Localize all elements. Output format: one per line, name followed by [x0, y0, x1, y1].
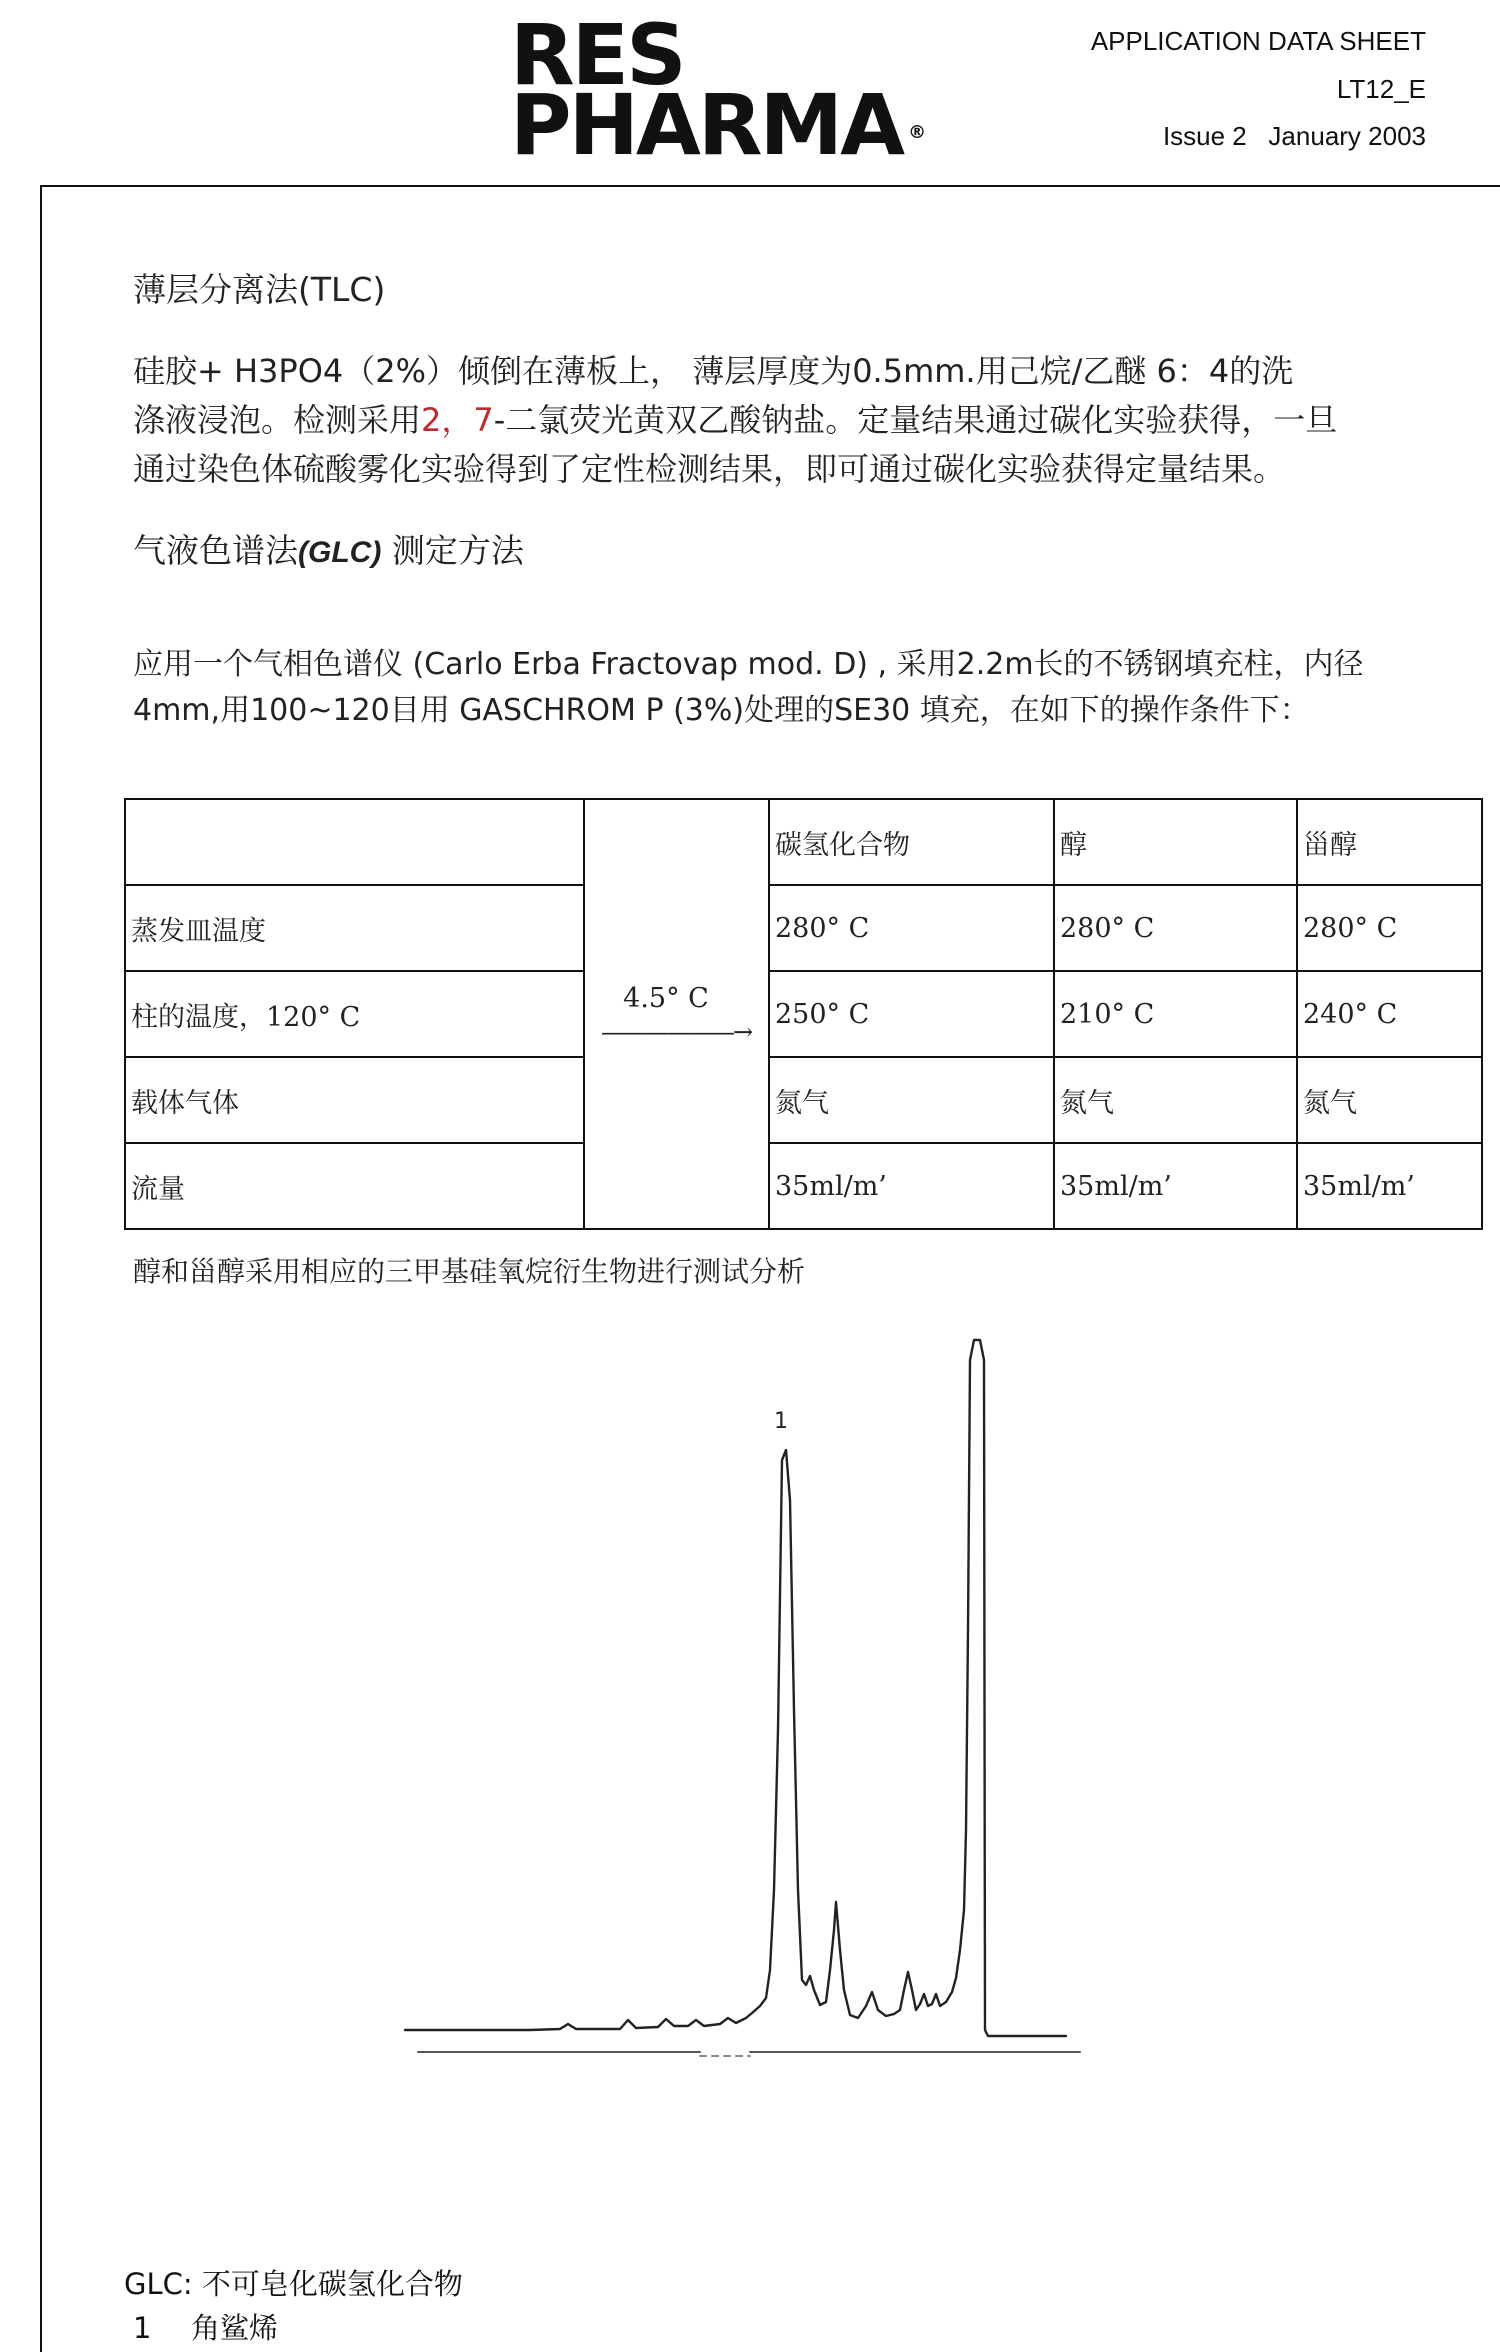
temperature-ramp-cell: [584, 799, 769, 1229]
logo-line-pharma: [510, 76, 927, 174]
col-header-hydrocarbons: 碳氢化合物: [769, 799, 1054, 885]
glc-line-2: 4mm,用100~120目用 GASCHROM P (3%)处理的SE30 填充，在如下的操作条件下：: [133, 693, 1310, 728]
table-cell: 280° C: [769, 885, 1054, 971]
row-label: 流量: [125, 1143, 584, 1229]
col-header-alcohols: 醇: [1054, 799, 1297, 885]
company-logo: [510, 6, 927, 174]
table-cell: 氮气: [769, 1057, 1054, 1143]
table-row: [125, 971, 1482, 1057]
issue-date: Issue 2 January 2003: [1162, 121, 1426, 151]
row-label: 载体气体: [125, 1057, 584, 1143]
table-cell: 280° C: [1054, 885, 1297, 971]
ramp-rate: 4.5° C: [623, 982, 709, 1014]
logo-line-res: RES: [510, 6, 684, 104]
row-label: 蒸发皿温度: [125, 885, 584, 971]
glc-line-1: 应用一个气相色谱仪 (Carlo Erba Fractovap mod. D) , 采用2.2m长的不锈钢填充柱，内径: [133, 647, 1364, 682]
legend-item: [133, 2306, 278, 2347]
table-cell: 240° C: [1297, 971, 1482, 1057]
table-cell: 氮气: [1297, 1057, 1482, 1143]
tlc-line-2-pre: 涤液浸泡。检测采用: [133, 401, 422, 439]
tlc-highlight: 2，7: [421, 401, 494, 439]
doc-code: LT12_E: [1336, 74, 1426, 104]
tlc-line-3: 通过染色体硫酸雾化实验得到了定性检测结果，即可通过碳化实验获得定量结果。: [133, 450, 1286, 488]
peak-label: 1: [774, 1409, 788, 1434]
header-divider: [40, 185, 1500, 187]
row-label: 柱的温度，120° C: [125, 971, 584, 1057]
tlc-paragraph: [133, 347, 1433, 494]
tlc-line-2: [133, 396, 1433, 445]
table-cell: 280° C: [1297, 885, 1482, 971]
table-corner-cell: [125, 799, 584, 885]
registered-mark: ®: [908, 122, 927, 143]
col-header-sterols: 甾醇: [1297, 799, 1482, 885]
chromatogram-trace: [405, 1340, 1066, 2036]
tlc-line-2-post: -二氯荧光黄双乙酸钠盐。定量结果通过碳化实验获得，一旦: [493, 401, 1338, 439]
legend-item-number: 1: [133, 2311, 152, 2345]
derivative-note: 醇和甾醇采用相应的三甲基硅氧烷衍生物进行测试分析: [133, 1255, 806, 1288]
tlc-heading: 薄层分离法(TLC): [133, 270, 386, 309]
table-cell: 35ml/m’: [1297, 1143, 1482, 1229]
conditions-table: [124, 798, 1483, 1230]
chromatogram-figure: [390, 1330, 1110, 2100]
logo-text-pharma: PHARMA: [510, 76, 903, 174]
table-cell: 氮气: [1054, 1057, 1297, 1143]
table-row: [125, 1057, 1482, 1143]
figure-caption: GLC: 不可皂化碳氢化合物: [124, 2267, 463, 2301]
glc-heading: [133, 526, 524, 578]
table-row: [125, 1143, 1482, 1229]
table-cell: 250° C: [769, 971, 1054, 1057]
glc-paragraph: [133, 642, 1433, 734]
table-row: [125, 885, 1482, 971]
legend-item-name: 角鲨烯: [191, 2311, 279, 2345]
glc-heading-pre: 气液色谱法: [133, 531, 298, 570]
table-header-row: [125, 799, 1482, 885]
margin-line: [40, 185, 42, 2352]
glc-heading-post: 测定方法: [391, 531, 524, 570]
doc-type: APPLICATION DATA SHEET: [1090, 26, 1426, 56]
table-cell: 35ml/m’: [1054, 1143, 1297, 1229]
table-cell: 35ml/m’: [769, 1143, 1054, 1229]
tlc-line-1: 硅胶+ H3PO4（2%）倾倒在薄板上， 薄层厚度为0.5mm.用己烷/乙醚 6：4的洗: [133, 352, 1294, 390]
right-arrow-icon: ——————→: [600, 1017, 752, 1046]
table-cell: 210° C: [1054, 971, 1297, 1057]
glc-heading-abbr: (GLC): [298, 536, 382, 569]
